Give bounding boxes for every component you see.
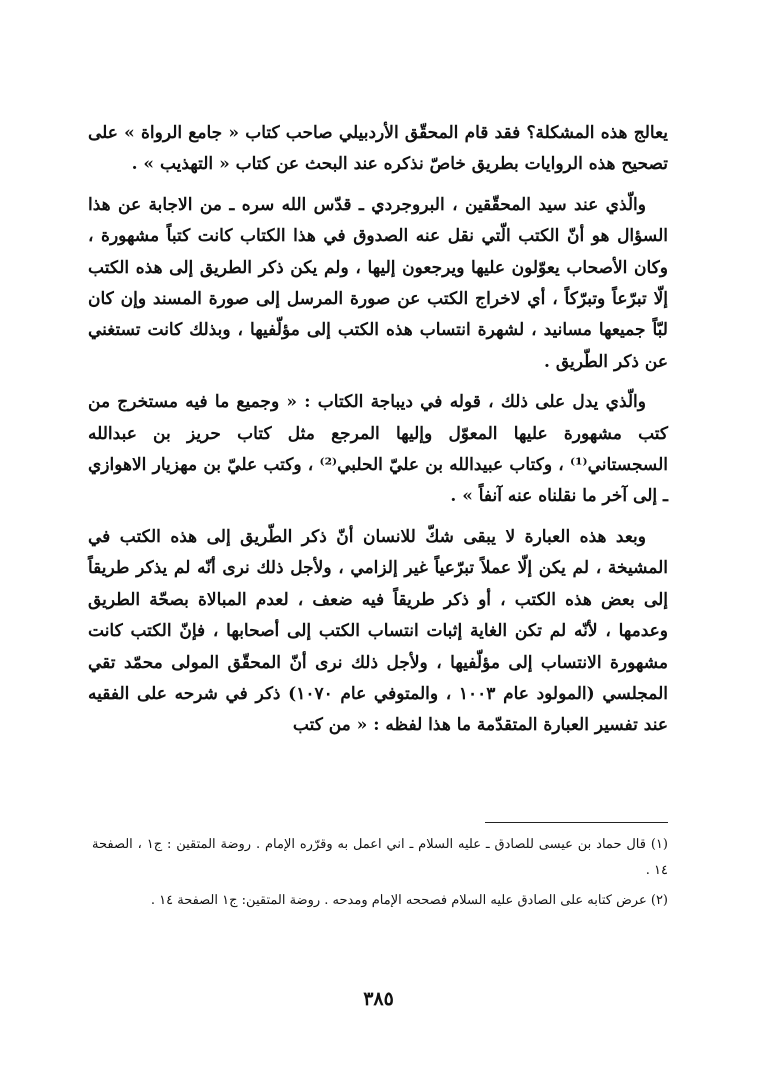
paragraph-4: وبعد هذه العبارة لا يبقى شكّ للانسان أنّ ذكر الطّريق إلى هذه الكتب في المشيخة ، لم يكن إلّا عملاً تبرّعياً غير إلزامي ، ولأجل ذلك نرى أنّه لم يذكر طريقاً إلى بعض هذه الكتب ، أو ذكر طريقاً فيه ضعف ، لعدم المبالاة بصحّة الطريق وعدمها ، لأنّه لم تكن الغاية إثبات انتساب الكتب إلى أصحابها ، فإنّ الكتب كانت مشهورة الانتساب إلى مؤلّفيها ، ولأجل ذلك نرى أنّ المحقّق المولى محمّد تقي المجلسي (المولود عام ١٠٠٣ ، والمتوفي عام ١٠٧٠) ذكر في شرحه على الفقيه عند تفسير العبارة المتقدّمة ما هذا لفظه : « من كتب <box>88 526 668 736</box>
page-number: ٣٨٥ <box>363 988 394 1010</box>
footnote-2: (٢) عرض كتابه على الصادق عليه السلام فصححه الإمام ومدحه . روضة المتقين: ج١ الصفحة ١٤ . <box>150 893 668 908</box>
paragraph-3: والّذي يدل على ذلك ، قوله في ديباجة الكتاب : « وجميع ما فيه مستخرج من كتب مشهورة عليها المعوّل وإليها المرجع مثل كتاب حريز بن عبدالله السجستاني⁽¹⁾ ، وكتاب عبيدالله بن عليّ الحلبي⁽²⁾ ، وكتب عليّ بن مهزيار الاهوازي ـ إلى آخر ما نقلناه عنه آنفاً » . <box>88 392 668 507</box>
paragraph-2: والّذي عند سيد المحقّقين ، البروجردي ـ قدّس الله سره ـ من الاجابة عن هذا السؤال هو أنّ الكتب الّتي نقل عنه الصدوق في هذا الكتاب كانت كتباً مشهورة ، وكان الأصحاب يعوّلون عليها ويرجعون إليها ، ولم يكن ذكر الطريق إلى هذه الكتب إلّا تبرّعاً وتبرّكاً ، أي لاخراج الكتب عن صورة المرسل إلى صورة المسند وإن كان لبّاً جميعها مسانيد ، لشهرة انتساب هذه الكتب إلى مؤلّفيها ، وبذلك كانت تستغني عن ذكر الطّريق . <box>88 194 668 372</box>
paragraph-1: يعالج هذه المشكلة؟ فقد قام المحقّق الأردبيلي صاحب كتاب « جامع الرواة » على تصحيح هذه الروايات بطريق خاصّ نذكره عند البحث عن كتاب « التهذيب » . <box>88 123 668 175</box>
footnote-1: (١) قال حماد بن عيسى للصادق ـ عليه السلام ـ اني اعمل به وقرّره الإمام . روضة المتقين : ج١ ، الصفحة ١٤ . <box>92 837 668 878</box>
main-text <box>88 118 668 751</box>
footnotes <box>92 832 668 918</box>
footnote-divider <box>485 822 668 823</box>
